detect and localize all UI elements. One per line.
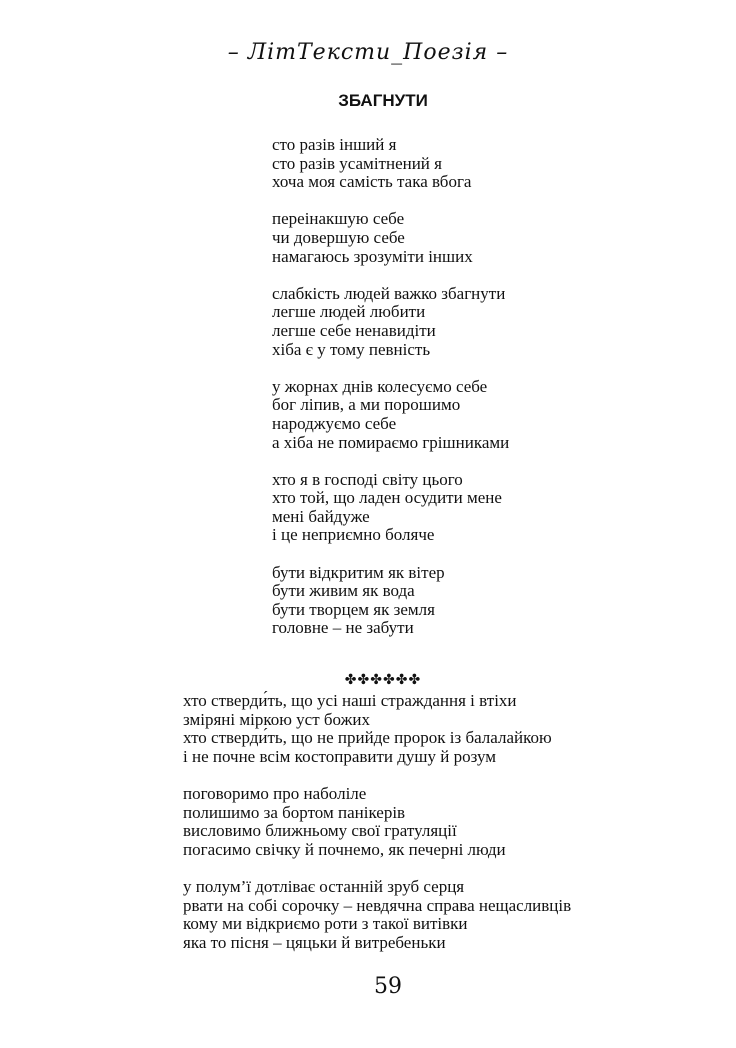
poem-title: ЗБАГНУТИ <box>338 91 428 110</box>
poem-line: бути творцем як земля <box>272 599 435 619</box>
poem-line: народжуємо себе <box>272 413 397 433</box>
poem-line: а хіба не помираємо грішниками <box>272 432 510 452</box>
poem-line: яка то пісня – цяцьки й витребеньки <box>183 932 446 952</box>
poem-line: мені байдуже <box>272 506 370 526</box>
poem-line: погасимо свічку й почнемо, як печерні люди <box>183 839 506 859</box>
stanza <box>272 136 509 192</box>
poem-line: хто я в господі світу цього <box>272 469 463 489</box>
poem-line: хто той, що ладен осудити мене <box>272 488 502 508</box>
poem-line: намагаюсь зрозуміти інших <box>272 246 473 266</box>
stanza <box>183 785 571 859</box>
poem-line: рвати на собі сорочку – невдячна справа нещасливців <box>183 895 572 915</box>
poem-line: і не почне всім костоправити душу й розум <box>183 746 497 766</box>
stanza <box>183 692 571 766</box>
stanza <box>272 210 509 266</box>
page-number: 59 <box>374 974 402 999</box>
poem-line: і це неприємно боляче <box>272 525 435 545</box>
poem-line: кому ми відкриємо роти з такої витівки <box>183 914 468 934</box>
stanza <box>183 878 571 952</box>
poem-line: головне – не забути <box>272 618 414 638</box>
poem-line: чи довершую себе <box>272 227 405 247</box>
ornament-divider: ✤✤✤✤✤✤ <box>344 672 422 688</box>
poem-line: у жорнах днів колесуємо себе <box>272 376 488 396</box>
stanza <box>272 378 509 452</box>
poem-line: бути відкритим як вітер <box>272 562 445 582</box>
poem-line: хоча моя самість така вбога <box>272 172 472 192</box>
running-header: – ЛітТексти_Поезія – <box>227 40 509 65</box>
stanza <box>272 564 509 638</box>
poem-line: легше себе ненавидіти <box>272 320 436 340</box>
poem-line: полишимо за бортом панікерів <box>183 802 406 822</box>
poem-line: переінакшую себе <box>272 209 405 229</box>
poem-line: бути живим як вода <box>272 581 415 601</box>
poem-untitled <box>183 692 571 971</box>
poem-line: сто разів усамітнений я <box>272 153 442 173</box>
poem-line: хто стверди́ть, що усі наші страждання і втіхи <box>183 691 517 710</box>
poem-line: бог ліпив, а ми порошимо <box>272 395 461 415</box>
poem-line: сто разів інший я <box>272 135 397 154</box>
poem-line: слабкість людей важко збагнути <box>272 283 506 303</box>
poem-line: висловимо ближньому свої гратуляції <box>183 821 457 841</box>
poem-line: хіба є у тому певність <box>272 339 431 359</box>
stanza <box>272 471 509 545</box>
stanza <box>272 285 509 359</box>
poem-line: у полум’ї дотліває останній зруб серця <box>183 876 465 896</box>
poem-line: хто стверди́ть, що не прийде пророк із балалайкою <box>183 728 552 748</box>
poem-line: легше людей любити <box>272 302 426 322</box>
poem-zbahnuty <box>272 136 509 657</box>
poem-line: зміряні міркою уст божих <box>183 709 370 729</box>
poem-line: поговоримо про наболіле <box>183 783 367 803</box>
